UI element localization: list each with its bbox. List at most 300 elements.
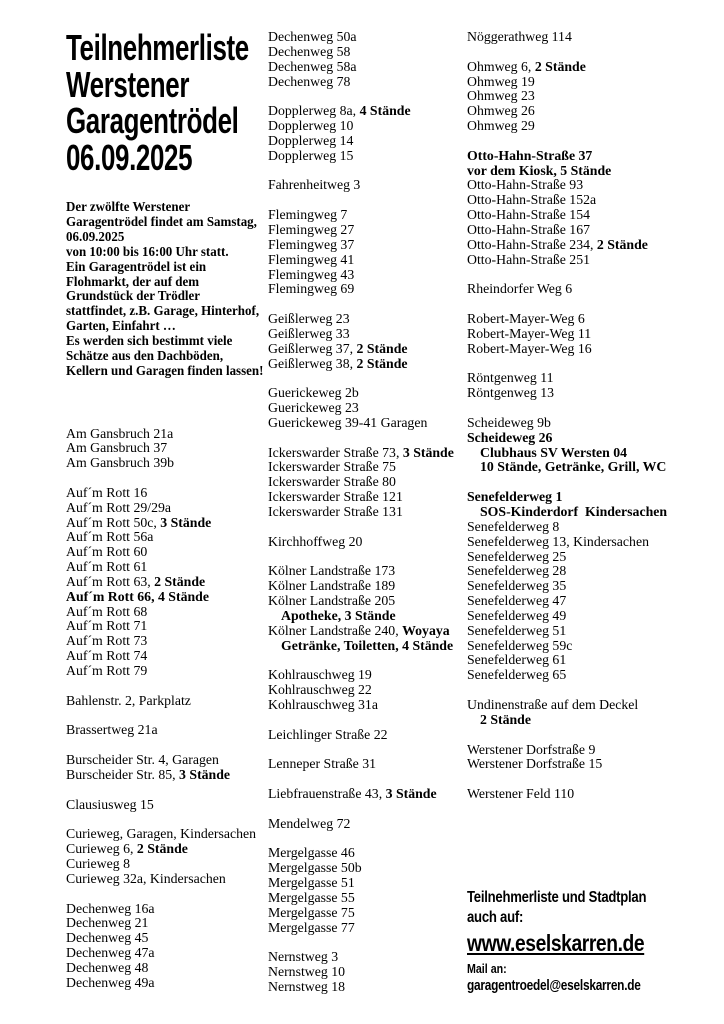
street-group [268, 757, 464, 772]
entry-text: Burscheider Str. 85, [66, 766, 180, 782]
title-line: 06.09.2025 [66, 136, 193, 178]
street-entry [66, 961, 264, 976]
entry-text: Flemingweg 43 [268, 266, 355, 282]
intro-line: Grundstück der Trödler [66, 288, 201, 304]
entry-text: Auf´m Rott 68 [66, 603, 148, 619]
entry-text: Guerickeweg 23 [268, 400, 359, 416]
street-entry [268, 876, 464, 891]
entry-text: Ickerswarder Straße 121 [268, 489, 403, 505]
entry-highlight-text: Scheideweg 26 [467, 429, 553, 445]
street-entry [467, 119, 721, 134]
street-entry [467, 757, 721, 772]
street-entry [66, 575, 264, 590]
entry-text: Am Gansbruch 21a [66, 425, 174, 441]
street-entry [467, 371, 721, 386]
entry-text: Nernstweg 10 [268, 964, 346, 980]
street-entry [467, 639, 721, 654]
street-entry [467, 312, 721, 327]
street-entry [66, 946, 264, 961]
entry-highlight-text: SOS-Kinderdorf Kindersachen [480, 504, 668, 519]
street-group [66, 723, 264, 738]
entry-text: Senefelderweg 47 [467, 593, 567, 609]
street-entry [467, 743, 721, 758]
street-entry [467, 520, 721, 535]
street-group [268, 312, 464, 371]
entry-text: Auf´m Rott 50c, [66, 514, 161, 530]
footer-url-wrap [467, 928, 675, 960]
street-entry [268, 45, 464, 60]
street-group [268, 787, 464, 802]
street-entry [66, 872, 264, 887]
entry-text: Mendelweg 72 [268, 815, 351, 831]
entry-text: Auf´m Rott 61 [66, 559, 148, 575]
entry-text: Ohmweg 23 [467, 88, 535, 104]
entry-text: Nernstweg 18 [268, 979, 346, 994]
street-entry [268, 282, 464, 297]
street-group [467, 787, 721, 802]
street-entry [66, 427, 264, 442]
street-entry [268, 149, 464, 164]
entry-highlight-text: Auf´m Rott 66, 4 Stände [66, 588, 209, 604]
entry-text: Fahrenheitweg 3 [268, 177, 361, 193]
street-entry [268, 624, 464, 639]
street-entry [268, 490, 464, 505]
street-entry [268, 861, 464, 876]
street-entry [66, 545, 264, 560]
street-entry [268, 906, 464, 921]
entry-text: Dechenweg 21 [66, 915, 149, 931]
street-entry [467, 253, 721, 268]
entry-text: Robert-Mayer-Weg 6 [467, 311, 585, 327]
street-entry [66, 842, 264, 857]
street-entry [66, 590, 264, 605]
street-entry [467, 327, 721, 342]
entry-highlight-text: 2 Stände [596, 236, 648, 252]
street-entry [268, 609, 464, 624]
street-entry [467, 594, 721, 609]
entry-text: Senefelderweg 25 [467, 548, 567, 564]
entry-text: Brassertweg 21a [66, 722, 158, 738]
street-entry [268, 119, 464, 134]
entry-text: Senefelderweg 13, Kindersachen [467, 533, 649, 549]
street-entry [268, 401, 464, 416]
entry-text: Dopplerweg 8a, [268, 103, 360, 119]
street-entry [66, 798, 264, 813]
entry-text: Senefelderweg 51 [467, 622, 567, 638]
entry-text: Otto-Hahn-Straße 154 [467, 207, 590, 223]
entry-highlight-text: vor dem Kiosk, 5 Stände [467, 162, 612, 178]
intro-line: Ein Garagentrödel ist ein [66, 258, 207, 274]
entry-text: Dechenweg 16a [66, 900, 155, 916]
street-group [268, 564, 464, 653]
entry-text: Dechenweg 58 [268, 43, 351, 59]
entry-text: Kohlrauschweg 19 [268, 667, 372, 683]
entry-text: Ohmweg 29 [467, 118, 535, 134]
entry-text: Auf´m Rott 71 [66, 618, 148, 634]
entry-highlight-text: 3 Stände [160, 514, 212, 530]
street-group [467, 30, 721, 45]
street-group [268, 386, 464, 431]
intro-line: Garten, Einfahrt … [66, 318, 176, 334]
footer-info-line-1: Teilnehmerliste und Stadtplan [467, 888, 647, 906]
entry-text: Clausiusweg 15 [66, 796, 154, 812]
street-entry [467, 446, 721, 461]
street-entry [467, 282, 721, 297]
intro-line: stattfindet, z.B. Garage, Hinterhof, [66, 303, 260, 319]
street-group [467, 371, 721, 401]
entry-text: Senefelderweg 65 [467, 667, 567, 683]
street-entry [467, 89, 721, 104]
entry-text: Ickerswarder Straße 73, [268, 444, 403, 460]
street-group [268, 178, 464, 193]
intro-line: Flohmarkt, der auf dem [66, 273, 200, 289]
street-entry [268, 505, 464, 520]
street-group [268, 817, 464, 832]
street-entry [467, 535, 721, 550]
entry-text: Geißlerweg 38, [268, 355, 357, 371]
street-entry [66, 486, 264, 501]
street-group [268, 104, 464, 163]
entry-text: Auf´m Rott 79 [66, 663, 148, 678]
entry-text: Ohmweg 6, [467, 58, 535, 74]
entry-text: Dechenweg 45 [66, 930, 149, 946]
entry-highlight-text: 2 Stände [154, 573, 206, 589]
entry-highlight-text: 2 Stände [136, 841, 188, 857]
entry-text: Curieweg 8 [66, 855, 130, 871]
street-group [66, 694, 264, 709]
street-entry [268, 891, 464, 906]
entry-text: Dechenweg 78 [268, 73, 351, 89]
street-entry [268, 950, 464, 965]
column-middle [268, 30, 464, 1010]
street-entry [467, 223, 721, 238]
street-group [268, 535, 464, 550]
street-entry [268, 668, 464, 683]
entry-highlight-text: 2 Stände [534, 58, 586, 74]
street-entry [268, 60, 464, 75]
entry-text: Dopplerweg 10 [268, 118, 354, 134]
street-entry [467, 579, 721, 594]
street-group [467, 743, 721, 773]
entry-text: Werstener Dorfstraße 15 [467, 756, 603, 772]
street-entry [467, 431, 721, 446]
street-entry [66, 664, 264, 679]
street-group [66, 827, 264, 886]
street-group [268, 446, 464, 520]
street-entry [66, 605, 264, 620]
entry-highlight-text: 2 Stände [356, 340, 408, 356]
footer-mail-label: Mail an: [467, 960, 507, 976]
street-entry [268, 104, 464, 119]
entry-text: Ohmweg 26 [467, 103, 535, 119]
entry-text: Mergelgasse 77 [268, 919, 355, 935]
entry-highlight-text: Senefelderweg 1 [467, 489, 563, 505]
intro-line: Schätze aus den Dachböden, [66, 347, 224, 363]
entry-text: Kölner Landstraße 205 [268, 593, 396, 609]
entry-text: Otto-Hahn-Straße 152a [467, 192, 597, 208]
entry-text: Geißlerweg 23 [268, 311, 350, 327]
street-entry [66, 560, 264, 575]
entry-text: Am Gansbruch 37 [66, 440, 168, 456]
entry-text: Mergelgasse 55 [268, 889, 355, 905]
entry-text: Flemingweg 69 [268, 281, 355, 297]
street-entry [268, 846, 464, 861]
street-entry [467, 505, 721, 520]
entry-text: Werstener Dorfstraße 9 [467, 741, 596, 757]
entry-text: Kölner Landstraße 189 [268, 578, 396, 594]
intro-paragraph [66, 199, 264, 378]
street-entry [66, 902, 264, 917]
street-entry [268, 535, 464, 550]
page-title [66, 27, 249, 178]
street-entry [268, 342, 464, 357]
entry-text: Kölner Landstraße 173 [268, 563, 396, 579]
entry-text: Curieweg, Garagen, Kindersachen [66, 826, 257, 842]
street-entry [268, 178, 464, 193]
street-entry [467, 75, 721, 90]
entry-text: Ickerswarder Straße 80 [268, 474, 396, 490]
street-entry [66, 753, 264, 768]
title-line: Garagentrödel [66, 100, 239, 142]
street-group [66, 753, 264, 783]
entry-text: Senefelderweg 49 [467, 607, 567, 623]
street-group [268, 728, 464, 743]
street-entry [66, 619, 264, 634]
entry-text: Senefelderweg 59c [467, 637, 573, 653]
entry-highlight-text: Apotheke, 3 Stände [281, 607, 396, 623]
website-link[interactable]: www.eselskarren.de [467, 929, 645, 956]
street-entry [268, 757, 464, 772]
column-right [467, 30, 721, 996]
street-entry [66, 931, 264, 946]
entry-text: Nöggerathweg 114 [467, 29, 572, 44]
street-entry [467, 653, 721, 668]
title-line: Werstener [66, 63, 190, 105]
street-entry [268, 238, 464, 253]
street-entry [66, 723, 264, 738]
street-entry [467, 386, 721, 401]
entry-text: Otto-Hahn-Straße 251 [467, 251, 590, 267]
entry-highlight-text: Woyaya [402, 622, 450, 638]
entry-text: Auf´m Rott 29/29a [66, 499, 171, 515]
entry-text: Werstener Feld 110 [467, 786, 575, 802]
footer [467, 888, 675, 996]
entry-text: Otto-Hahn-Straße 234, [467, 236, 597, 252]
street-entry [268, 208, 464, 223]
street-entry [467, 342, 721, 357]
street-entry [66, 768, 264, 783]
street-group [66, 486, 264, 679]
street-entry [467, 178, 721, 193]
street-entry [268, 268, 464, 283]
intro-line: Kellern und Garagen finden lassen! [66, 362, 264, 378]
street-group [66, 902, 264, 991]
entry-text: Senefelderweg 28 [467, 563, 567, 579]
street-entry [268, 312, 464, 327]
entry-highlight-text: Clubhaus SV Wersten 04 [480, 444, 628, 460]
entry-text: Flemingweg 41 [268, 251, 355, 267]
entry-highlight-text: 4 Stände [359, 103, 411, 119]
entry-text: Auf´m Rott 56a [66, 529, 154, 545]
entry-text: Kohlrauschweg 22 [268, 682, 372, 698]
entry-text: Auf´m Rott 74 [66, 648, 148, 664]
entry-highlight-text: 3 Stände [385, 786, 437, 802]
street-entry [66, 530, 264, 545]
street-group [467, 312, 721, 357]
street-entry [467, 668, 721, 683]
street-entry [268, 787, 464, 802]
street-entry [467, 609, 721, 624]
entry-text: Röntgenweg 11 [467, 370, 554, 386]
street-entry [268, 386, 464, 401]
entry-text: Auf´m Rott 60 [66, 544, 148, 560]
entry-text: Rheindorfer Weg 6 [467, 281, 573, 297]
entry-highlight-text: 2 Stände [356, 355, 408, 371]
entry-text: Flemingweg 37 [268, 236, 355, 252]
street-entry [268, 75, 464, 90]
street-entry [268, 253, 464, 268]
entry-highlight-text: Getränke, Toiletten, 4 Stände [281, 637, 454, 653]
street-group [66, 798, 264, 813]
entry-text: Mergelgasse 50b [268, 860, 362, 876]
entry-text: Dopplerweg 14 [268, 132, 354, 148]
street-group [268, 668, 464, 713]
footer-email-address: garagentroedel@eselskarren.de [467, 977, 641, 994]
street-entry [268, 446, 464, 461]
street-entry [66, 501, 264, 516]
column-left [66, 27, 264, 1005]
entry-text: Auf´m Rott 73 [66, 633, 148, 649]
entry-text: Dechenweg 48 [66, 959, 149, 975]
entry-text: Flemingweg 7 [268, 207, 348, 223]
street-entry [268, 357, 464, 372]
street-entry [268, 980, 464, 995]
street-group [467, 149, 721, 268]
street-entry [268, 639, 464, 654]
street-entry [467, 149, 721, 164]
street-entry [66, 857, 264, 872]
entry-text: Robert-Mayer-Weg 11 [467, 325, 592, 341]
street-entry [268, 594, 464, 609]
street-entry [467, 564, 721, 579]
street-entry [268, 921, 464, 936]
street-entry [268, 579, 464, 594]
entry-text: Kölner Landstraße 240, [268, 622, 403, 638]
street-entry [467, 416, 721, 431]
street-group [467, 282, 721, 297]
street-group [268, 950, 464, 995]
street-entry [66, 441, 264, 456]
entry-text: Scheideweg 9b [467, 414, 551, 430]
street-entry [66, 649, 264, 664]
street-entry [467, 164, 721, 179]
entry-text: Otto-Hahn-Straße 93 [467, 177, 584, 193]
intro-line: Garagentrödel findet am Samstag, [66, 214, 257, 230]
entry-text: Auf´m Rott 16 [66, 484, 148, 500]
street-entry [66, 694, 264, 709]
street-entry [467, 550, 721, 565]
entry-text: Senefelderweg 61 [467, 652, 567, 668]
street-group [467, 490, 721, 683]
entry-text: Nernstweg 3 [268, 949, 339, 965]
street-group [268, 846, 464, 935]
street-entry [467, 624, 721, 639]
entry-text: Dechenweg 49a [66, 974, 155, 990]
street-entry [467, 238, 721, 253]
street-entry [268, 698, 464, 713]
street-list-left [66, 427, 264, 991]
street-entry [66, 456, 264, 471]
street-entry [268, 564, 464, 579]
street-entry [467, 460, 721, 475]
entry-text: Ickerswarder Straße 75 [268, 459, 396, 475]
entry-text: Geißlerweg 37, [268, 340, 357, 356]
street-entry [467, 193, 721, 208]
street-entry [268, 134, 464, 149]
entry-text: Kirchhoffweg 20 [268, 533, 363, 549]
street-entry [268, 728, 464, 743]
entry-text: Curieweg 6, [66, 841, 137, 857]
entry-text: Mergelgasse 46 [268, 845, 355, 861]
intro-line: Es werden sich bestimmt viele [66, 332, 233, 348]
street-entry [268, 475, 464, 490]
street-entry [66, 516, 264, 531]
entry-text: Mergelgasse 75 [268, 904, 355, 920]
street-entry [66, 634, 264, 649]
street-entry [467, 60, 721, 75]
entry-text: Dopplerweg 15 [268, 147, 354, 163]
street-group [66, 427, 264, 472]
street-group [467, 60, 721, 134]
entry-text: Liebfrauenstraße 43, [268, 786, 386, 802]
street-group [467, 416, 721, 475]
entry-highlight-text: 2 Stände [480, 711, 531, 727]
entry-text: Leichlinger Straße 22 [268, 726, 388, 742]
entry-text: Robert-Mayer-Weg 16 [467, 340, 592, 356]
footer-info-line-2: auch auf: [467, 908, 524, 926]
entry-highlight-text: 3 Stände [179, 766, 231, 782]
entry-text: Undinenstraße auf dem Deckel [467, 696, 639, 712]
street-list-middle [268, 30, 464, 995]
street-entry [268, 30, 464, 45]
street-group [268, 208, 464, 297]
street-entry [467, 713, 721, 728]
entry-text: Ickerswarder Straße 131 [268, 504, 403, 519]
street-entry [66, 916, 264, 931]
entry-text: Auf´m Rott 63, [66, 573, 155, 589]
entry-text: Senefelderweg 8 [467, 518, 560, 534]
street-entry [467, 490, 721, 505]
entry-text: Am Gansbruch 39b [66, 455, 175, 471]
street-entry [268, 416, 464, 431]
entry-text: Dechenweg 58a [268, 58, 357, 74]
entry-text: Mergelgasse 51 [268, 875, 355, 891]
entry-text: Flemingweg 27 [268, 221, 355, 237]
street-entry [66, 976, 264, 991]
entry-text: Guerickeweg 2b [268, 385, 359, 401]
street-entry [467, 787, 721, 802]
street-entry [268, 683, 464, 698]
entry-text: Burscheider Str. 4, Garagen [66, 752, 219, 768]
entry-highlight-text: 3 Stände [402, 444, 454, 460]
entry-text: Dechenweg 47a [66, 945, 155, 961]
entry-text: Guerickeweg 39-41 Garagen [268, 414, 428, 430]
street-group [467, 698, 721, 728]
title-line: Teilnehmerliste [66, 27, 249, 68]
street-group [268, 30, 464, 89]
street-list-right [467, 30, 721, 802]
entry-text: Lenneper Straße 31 [268, 756, 377, 772]
